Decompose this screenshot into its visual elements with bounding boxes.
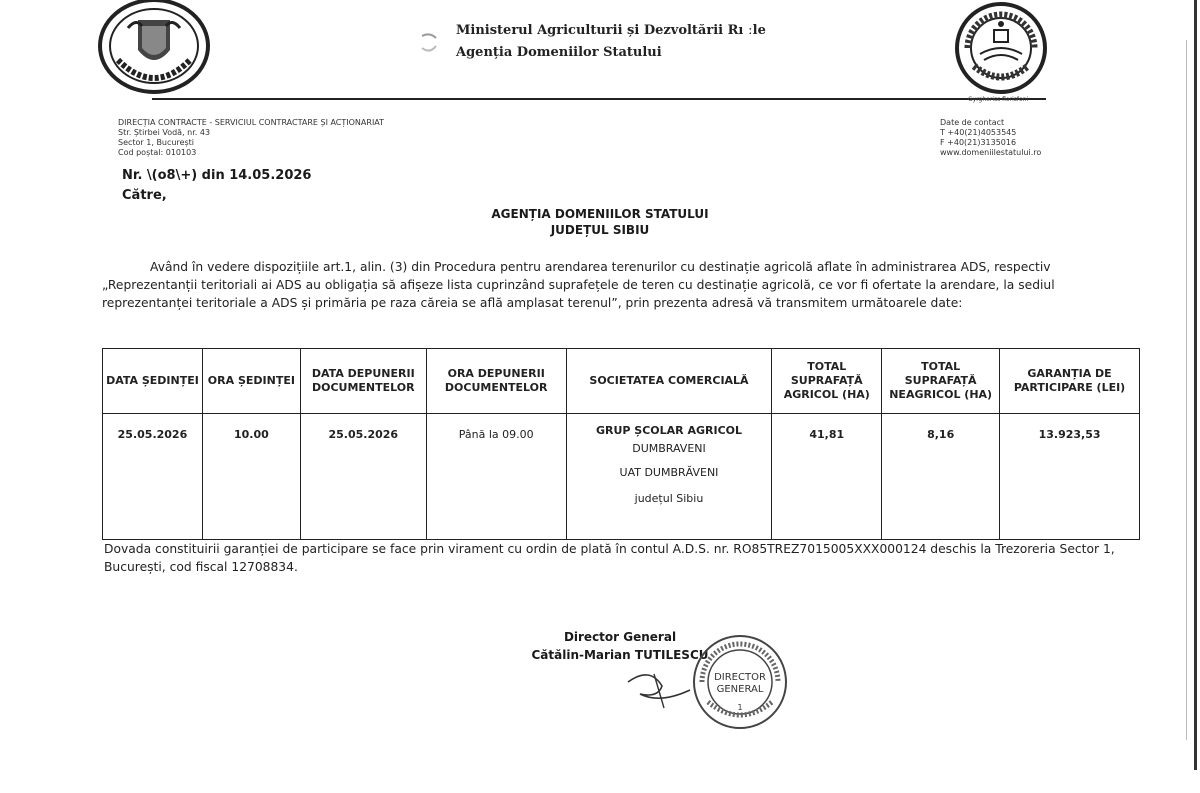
column-header: ORA DEPUNERII DOCUMENTELOR (426, 349, 566, 414)
cell-data-depunerii: 25.05.2026 (300, 414, 426, 540)
cell-neagricol: 8,16 (882, 414, 1000, 540)
table-row (103, 414, 1140, 540)
column-header: TOTAL SUPRAFAȚĂ NEAGRICOL (HA) (882, 349, 1000, 414)
column-header: TOTAL SUPRAFAȚĂ AGRICOL (HA) (772, 349, 882, 414)
table-header-row (103, 349, 1140, 414)
svg-text:1: 1 (737, 703, 743, 712)
ministry-name: Ministerul Agriculturii și Dezvoltării Rı ːle (456, 23, 766, 38)
document-number: Nr. \(o8\+) din 14.05.2026 (122, 168, 312, 183)
svg-text:GENERAL: GENERAL (716, 684, 764, 695)
director-stamp-icon (688, 630, 792, 734)
agency-name: Agenția Domeniilor Statului (456, 45, 662, 60)
sender-line: DIRECȚIA CONTRACTE - SERVICIUL CONTRACTARE ȘI ACȚIONARIAT (118, 118, 385, 127)
societate-line: UAT DUMBRĂVENI (619, 466, 719, 479)
signatory-title: Director General (563, 630, 677, 644)
ministry-header (456, 20, 766, 64)
romania-coat-of-arms-seal-icon (98, 0, 210, 100)
body-paragraph-text: Având în vedere dispozițiile art.1, alin. (3) din Procedura pentru arendarea terenurilor cu destinație agricolă aflate în administrarea ADS, respectiv „Reprezentanții teritoriali ai ADS au obligația să afișeze lista cuprinzând suprafețele de teren cu destinație agricolă, ce vor fi ofertate la arendare, la sediul reprezentanței teritoriale a ADS și primăria pe raza căreia se află amplasat terenul”, prin prezenta adresă vă transmitem următoarele date: (102, 260, 1055, 310)
cell-ora-sedintei: 10.00 (202, 414, 300, 540)
cell-data-sedintei: 25.05.2026 (103, 414, 203, 540)
column-header: DATA DEPUNERII DOCUMENTELOR (300, 349, 426, 414)
scan-edge-faint (1186, 40, 1187, 740)
societate-line: DUMBRAVENI (632, 442, 706, 455)
auction-table (102, 348, 1140, 540)
societate-line: județul Sibiu (634, 492, 704, 505)
contact-line: www.domeniilestatului.ro (940, 148, 1042, 157)
recipient-line-2: JUDEȚUL SIBIU (550, 223, 650, 237)
contact-line: T +40(21)4053545 (940, 128, 1017, 137)
sender-line: Str. Știrbei Vodă, nr. 43 (118, 128, 211, 137)
contact-line: Date de contact (940, 118, 1005, 127)
contact-block (940, 118, 1041, 158)
column-header: SOCIETATEA COMERCIALĂ (566, 349, 772, 414)
seal-caption: Gyrgheriss florisfoni (968, 96, 1029, 103)
ads-agency-seal-icon (954, 2, 1048, 94)
header-divider (152, 98, 1046, 100)
scan-edge (1194, 0, 1197, 770)
cell-agricol: 41,81 (772, 414, 882, 540)
svg-text:DIRECTOR: DIRECTOR (714, 672, 766, 683)
cell-garantie: 13.923,53 (1000, 414, 1140, 540)
salutation: Către, (122, 188, 167, 203)
contact-line: F +40(21)3135016 (940, 138, 1017, 147)
column-header: ORA ȘEDINȚEI (202, 349, 300, 414)
column-header: GARANȚIA DE PARTICIPARE (LEI) (1000, 349, 1140, 414)
cell-ora-depunerii: Până la 09.00 (426, 414, 566, 540)
body-paragraph (102, 258, 1122, 312)
signatory-name: Cătălin-Marian TUTILESCU (531, 648, 709, 662)
sender-line: Cod poștal: 010103 (118, 148, 197, 157)
sender-block (118, 118, 384, 158)
recipient-line-1: AGENȚIA DOMENIILOR STATULUI (491, 207, 709, 221)
column-header: DATA ȘEDINȚEI (103, 349, 203, 414)
payment-note: Dovada constituirii garanției de participare se face prin virament cu ordin de plată în contul A.D.S. nr. RO85TREZ7015005XXX000124 deschis la Trezoreria Sector 1, București, cod fiscal 12708834. (104, 542, 1115, 574)
ministry-logo-icon (418, 30, 440, 56)
societate-line: GRUP ȘCOLAR AGRICOL (595, 424, 742, 437)
sender-line: Sector 1, București (118, 138, 195, 147)
cell-societate (566, 414, 772, 540)
